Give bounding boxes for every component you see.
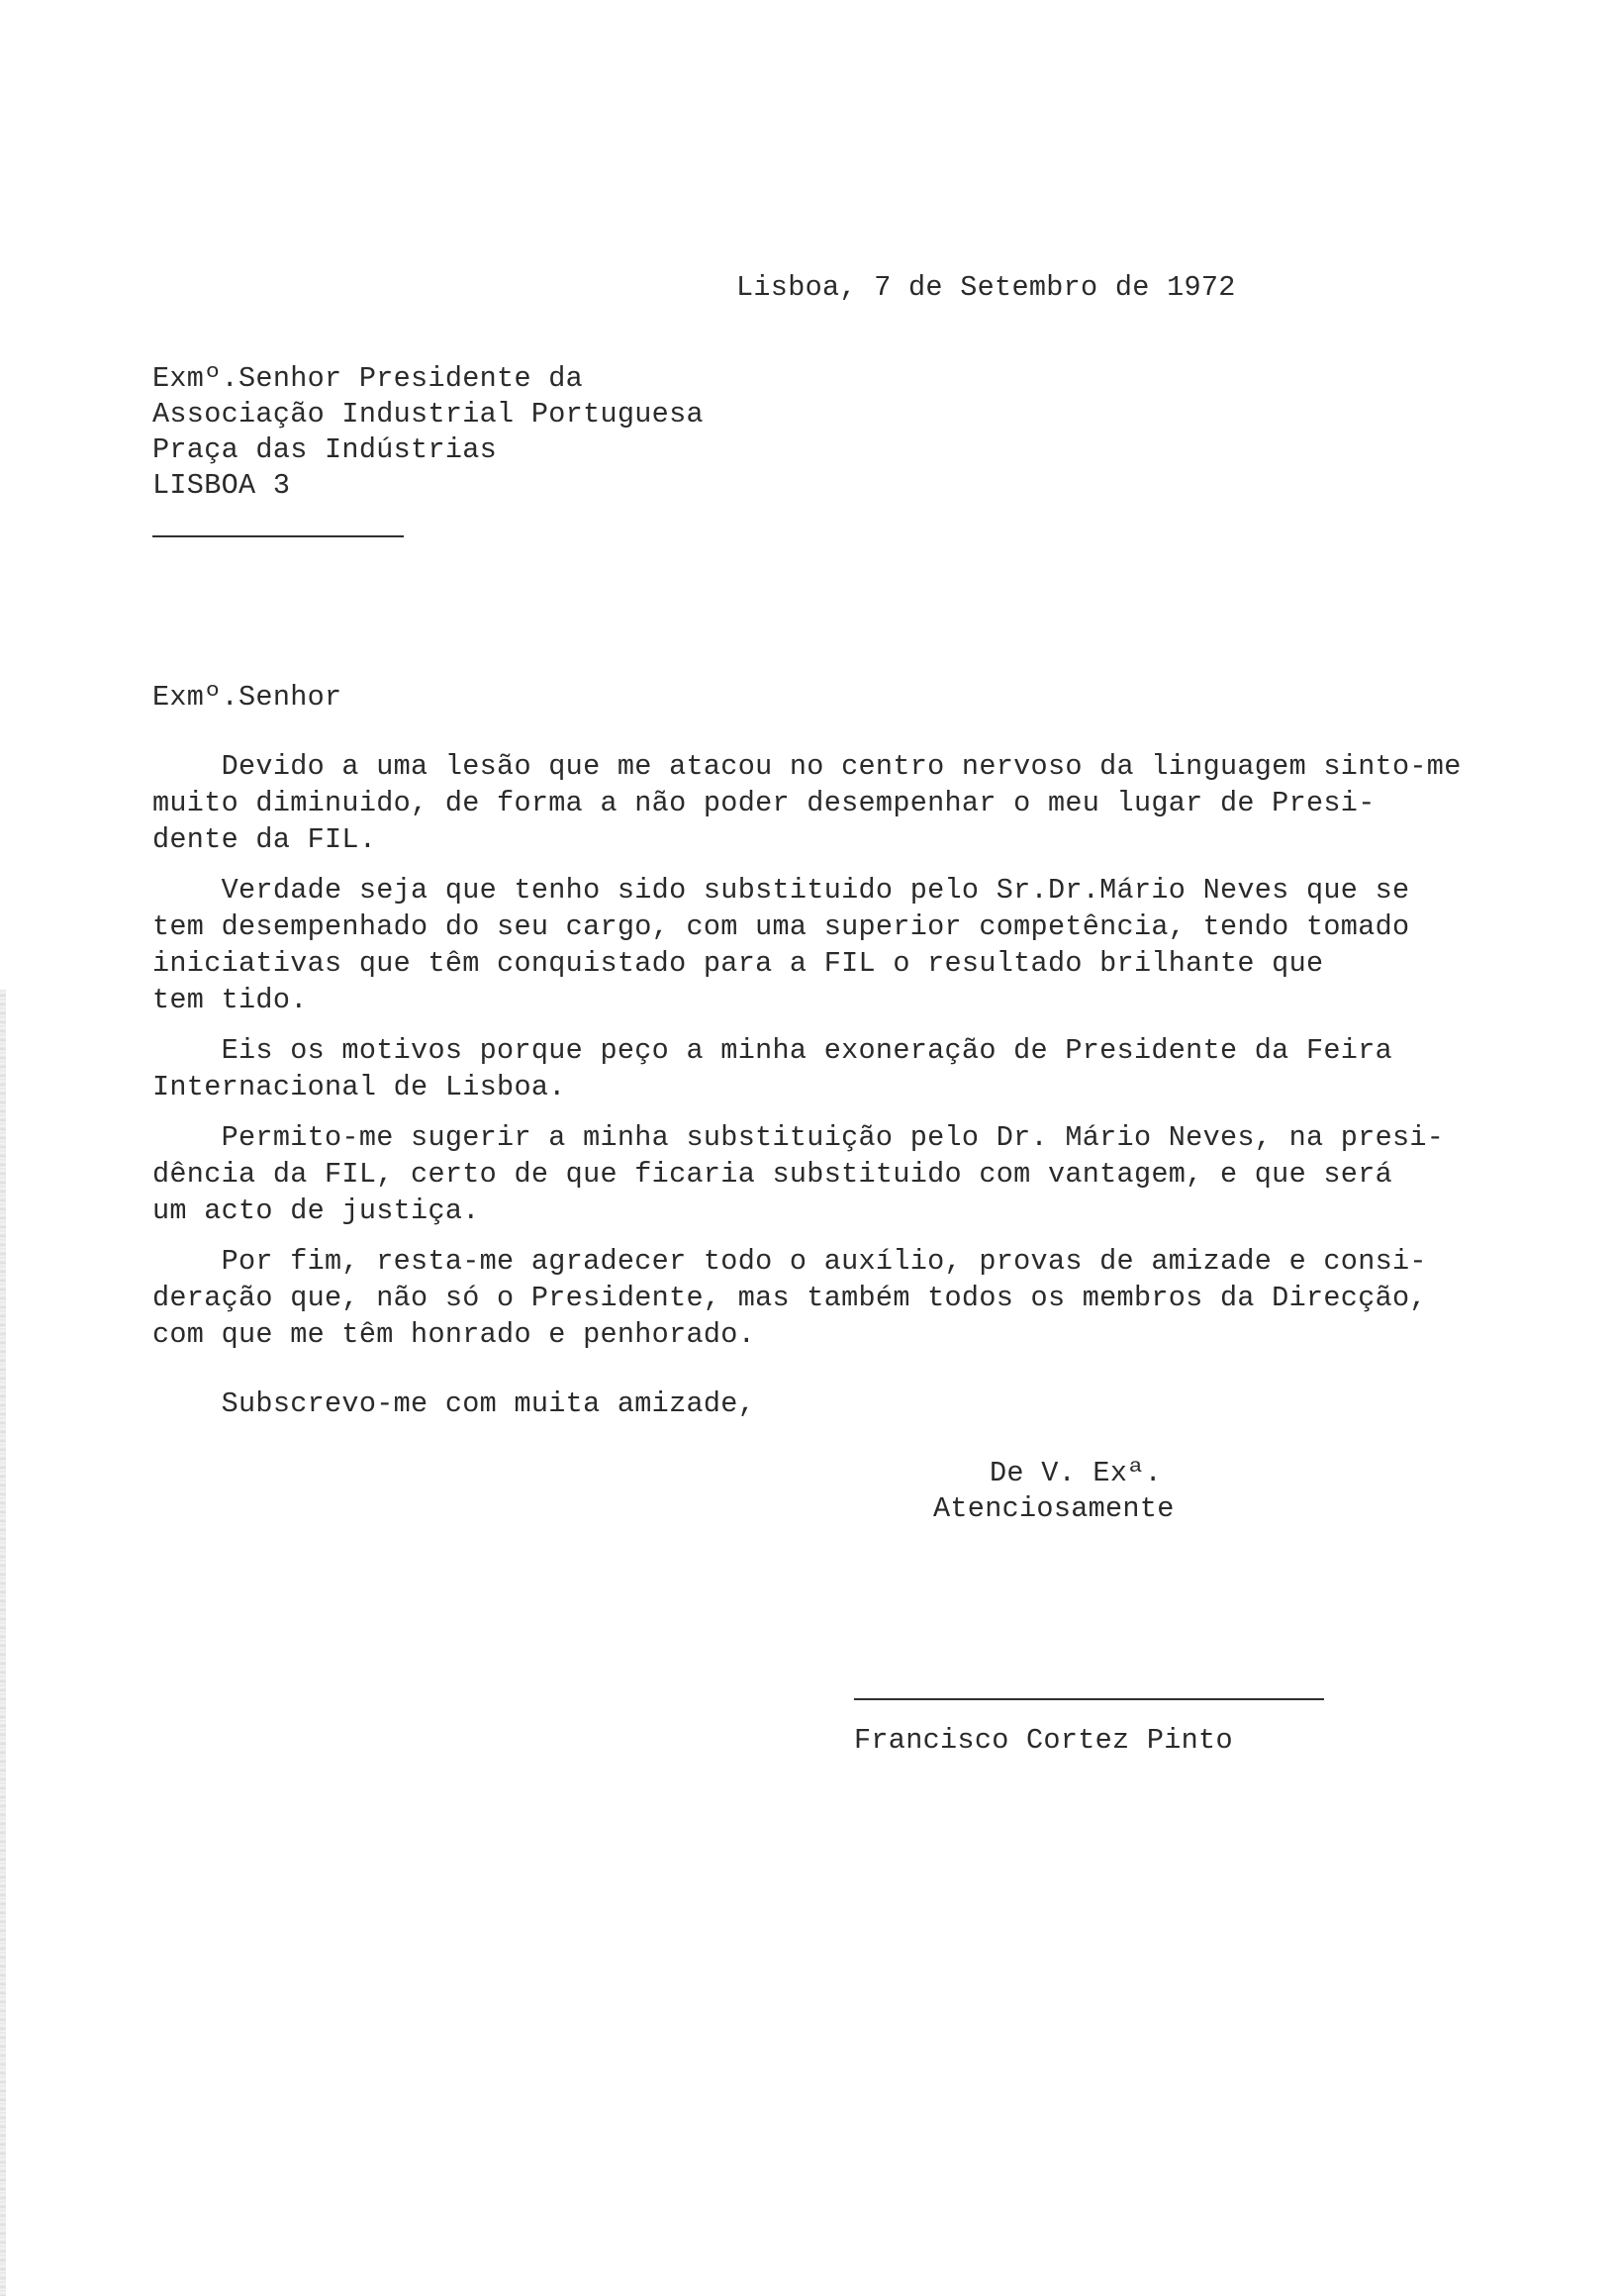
paragraph-4	[152, 1119, 1607, 1229]
paragraph-3-line-1: Eis os motivos porque peço a minha exoneração de Presidente da Feira	[152, 1034, 1392, 1067]
paragraph-4-line-1: Permito-me sugerir a minha substituição pelo Dr. Mário Neves, na presi-	[152, 1121, 1445, 1154]
paragraph-2-line-2: tem desempenhado do seu cargo, com uma superior competência, tendo tomado	[152, 910, 1410, 943]
recipient-line-3: Praça das Indústrias	[152, 433, 498, 466]
closing-line-2: Atenciosamente	[933, 1492, 1175, 1525]
letter-date: Lisboa, 7 de Setembro de 1972	[736, 271, 1236, 304]
signatory-name: Francisco Cortez Pinto	[854, 1724, 1233, 1757]
paragraph-4-line-2: dência da FIL, certo de que ficaria substituido com vantagem, e que será	[152, 1158, 1392, 1191]
closing-sentence: Subscrevo-me com muita amizade,	[152, 1387, 756, 1420]
paragraph-2-line-4: tem tido.	[152, 984, 308, 1016]
recipient-line-1: Exmº.Senhor Presidente da	[152, 362, 584, 395]
paragraph-5	[152, 1243, 1607, 1353]
paragraph-2-line-1: Verdade seja que tenho sido substituido pelo Sr.Dr.Mário Neves que se	[152, 874, 1410, 907]
scan-edge-shadow	[0, 990, 6, 2296]
paragraph-5-line-3: com que me têm honrado e penhorado.	[152, 1318, 756, 1351]
recipient-line-2: Associação Industrial Portuguesa	[152, 398, 704, 430]
paragraph-1-line-1: Devido a uma lesão que me atacou no centro nervoso da linguagem sinto-me	[152, 750, 1462, 783]
paragraph-2-line-3: iniciativas que têm conquistado para a FIL o resultado brilhante que	[152, 947, 1324, 980]
paragraph-1-line-3: dente da FIL.	[152, 823, 377, 856]
paragraph-5-line-1: Por fim, resta-me agradecer todo o auxílio, provas de amizade e consi-	[152, 1245, 1427, 1278]
closing-line-1: De V. Exª.	[990, 1457, 1163, 1489]
salutation: Exmº.Senhor	[152, 681, 342, 714]
paragraph-1	[152, 748, 1607, 858]
signature-line	[854, 1698, 1324, 1700]
paragraph-4-line-3: um acto de justiça.	[152, 1195, 480, 1227]
address-underline	[152, 535, 404, 537]
paragraph-3	[152, 1032, 1607, 1105]
paragraph-2	[152, 872, 1607, 1018]
paragraph-3-line-2: Internacional de Lisboa.	[152, 1071, 566, 1103]
paragraph-5-line-2: deração que, não só o Presidente, mas também todos os membros da Direcção,	[152, 1282, 1427, 1314]
paragraph-1-line-2: muito diminuido, de forma a não poder desempenhar o meu lugar de Presi-	[152, 787, 1376, 819]
recipient-line-4: LISBOA 3	[152, 469, 291, 502]
